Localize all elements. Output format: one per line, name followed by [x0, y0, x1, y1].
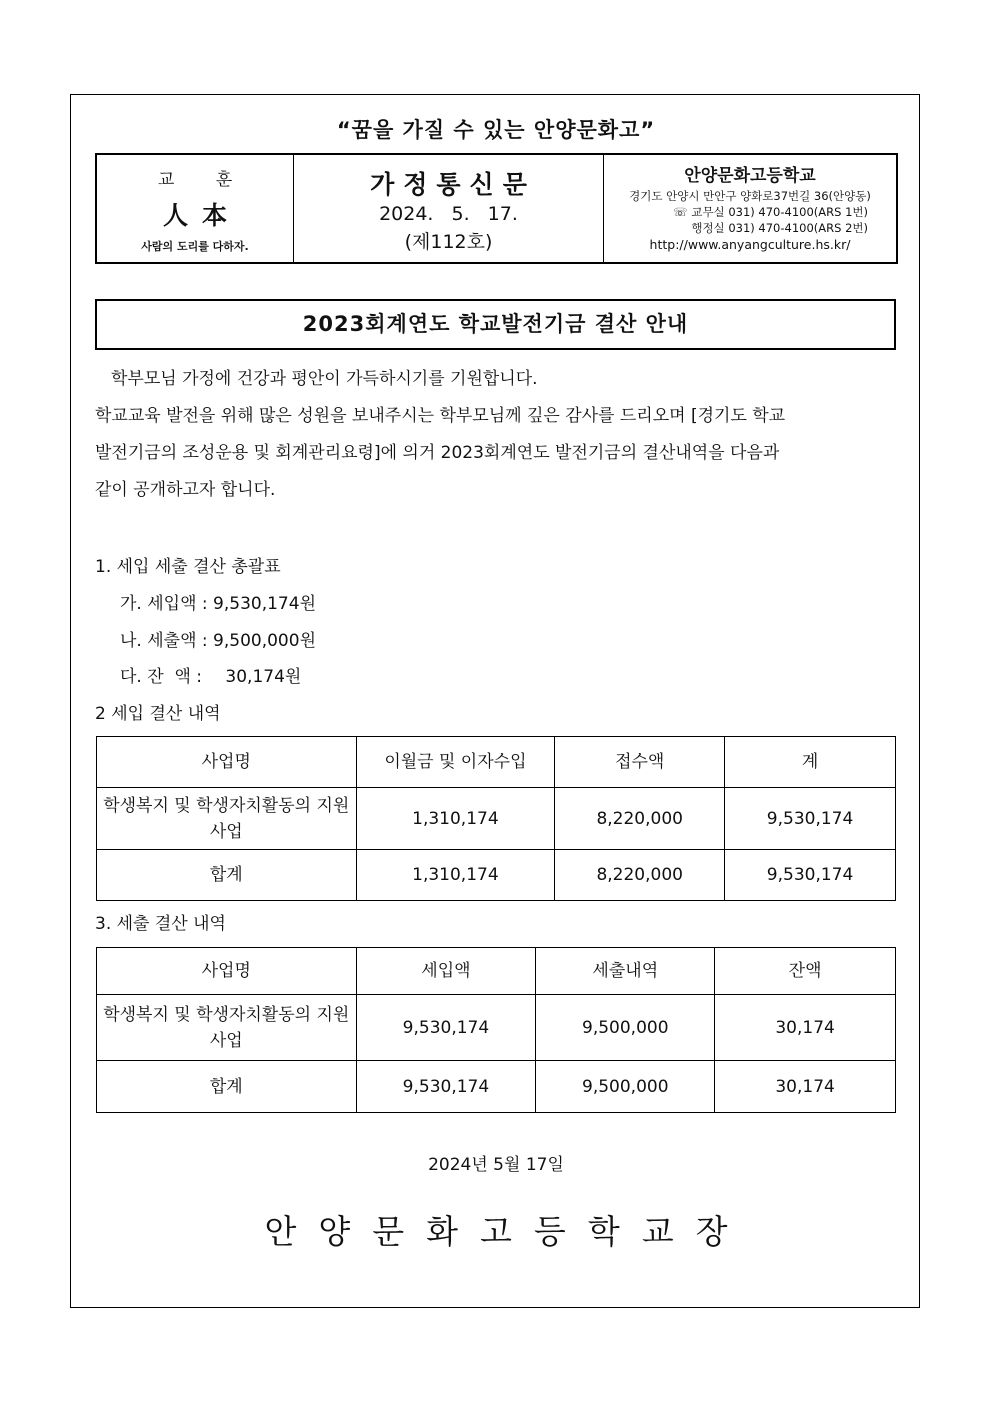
- school-info-cell: [604, 155, 896, 262]
- table-total-row: [97, 1061, 896, 1113]
- income-table: [96, 736, 896, 901]
- intro-line: 발전기금의 조성운용 및 회계관리요령]에 의거 2023회계연도 발전기금의 결산내역을 다음과: [95, 443, 780, 463]
- school-phone-office: ☏ 교무실 031) 470-4100(ARS 1번): [673, 205, 868, 219]
- motto: 人本: [162, 201, 241, 230]
- school-address: 경기도 안양시 만안구 양화로37번길 36(안양동): [629, 189, 871, 203]
- intro-paragraph: [95, 361, 898, 509]
- intro-greeting: 학부모님 가정에 건강과 평안이 가득하시기를 기원합니다.: [111, 369, 538, 389]
- table-cell: 8,220,000: [555, 850, 725, 901]
- table-header-cell: 사업명: [97, 948, 357, 995]
- table-header-cell: 사업명: [97, 737, 357, 788]
- school-name: 안양문화고등학교: [684, 166, 816, 186]
- newsletter-issue: (제112호): [404, 231, 493, 253]
- table-cell: 9,530,174: [725, 788, 896, 850]
- expense-table-heading: 3. 세출 결산 내역: [95, 914, 226, 934]
- intro-line: 같이 공개하고자 합니다.: [95, 480, 276, 500]
- table-cell: 30,174: [715, 995, 896, 1061]
- table-cell: 학생복지 및 학생자치활동의 지원사업: [97, 995, 357, 1061]
- summary-income-label: 가. 세입액 :: [120, 594, 208, 614]
- table-cell: 8,220,000: [555, 788, 725, 850]
- summary-expense: [120, 626, 316, 651]
- table-header-cell: 계: [725, 737, 896, 788]
- footer-date: 2024년 5월 17일: [428, 1155, 564, 1175]
- summary-expense-label: 나. 세출액 :: [120, 631, 208, 651]
- school-url[interactable]: http://www.anyangculture.hs.kr/: [649, 237, 851, 252]
- table-header-row: [97, 948, 896, 995]
- expense-table: [96, 947, 896, 1113]
- table-header-cell: 잔액: [715, 948, 896, 995]
- newsletter-header: [95, 153, 898, 264]
- signer-title: 안양문화고등학교장: [264, 1212, 750, 1251]
- document-title: 2023회계연도 학교발전기금 결산 안내: [95, 299, 896, 350]
- newsletter-title-cell: [294, 155, 604, 262]
- table-cell: 9,500,000: [536, 1061, 715, 1113]
- table-cell: 합계: [97, 1061, 357, 1113]
- table-cell: 학생복지 및 학생자치활동의 지원사업: [97, 788, 357, 850]
- income-table-heading: 2 세입 결산 내역: [95, 704, 221, 724]
- motto-subtitle: 사람의 도리를 다하자.: [141, 240, 249, 253]
- summary-balance-label: 다. 잔 액 :: [120, 667, 203, 687]
- table-row: [97, 788, 896, 850]
- summary-balance: [120, 662, 301, 687]
- table-row: [97, 995, 896, 1061]
- table-total-row: [97, 850, 896, 901]
- table-cell: 1,310,174: [356, 788, 555, 850]
- newsletter-title: 가정통신문: [370, 170, 536, 199]
- table-header-cell: 접수액: [555, 737, 725, 788]
- table-cell: 9,500,000: [536, 995, 715, 1061]
- table-cell: 9,530,174: [725, 850, 896, 901]
- table-cell: 합계: [97, 850, 357, 901]
- table-header-cell: 세입액: [356, 948, 536, 995]
- table-cell: 9,530,174: [356, 1061, 536, 1113]
- intro-line: 학교교육 발전을 위해 많은 성원을 보내주시는 학부모님께 깊은 감사를 드리오며 [경기도 학교: [95, 406, 786, 426]
- motto-cell: [97, 155, 294, 262]
- table-cell: 9,530,174: [356, 995, 536, 1061]
- summary-heading: 1. 세입 세출 결산 총괄표: [95, 557, 281, 577]
- table-cell: 1,310,174: [356, 850, 555, 901]
- summary-expense-value: 9,500,000원: [213, 631, 316, 651]
- summary-balance-value: 30,174원: [225, 667, 302, 687]
- summary-income: [120, 589, 316, 614]
- table-header-cell: 세출내역: [536, 948, 715, 995]
- table-header-cell: 이월금 및 이자수입: [356, 737, 555, 788]
- school-phone-admin: 행정실 031) 470-4100(ARS 2번): [691, 221, 868, 235]
- school-slogan: “꿈을 가질 수 있는 안양문화고”: [336, 118, 656, 142]
- summary-income-value: 9,530,174원: [213, 594, 316, 614]
- table-cell: 30,174: [715, 1061, 896, 1113]
- table-header-row: [97, 737, 896, 788]
- newsletter-date: 2024. 5. 17.: [379, 203, 518, 225]
- motto-label: 교 훈: [157, 170, 251, 190]
